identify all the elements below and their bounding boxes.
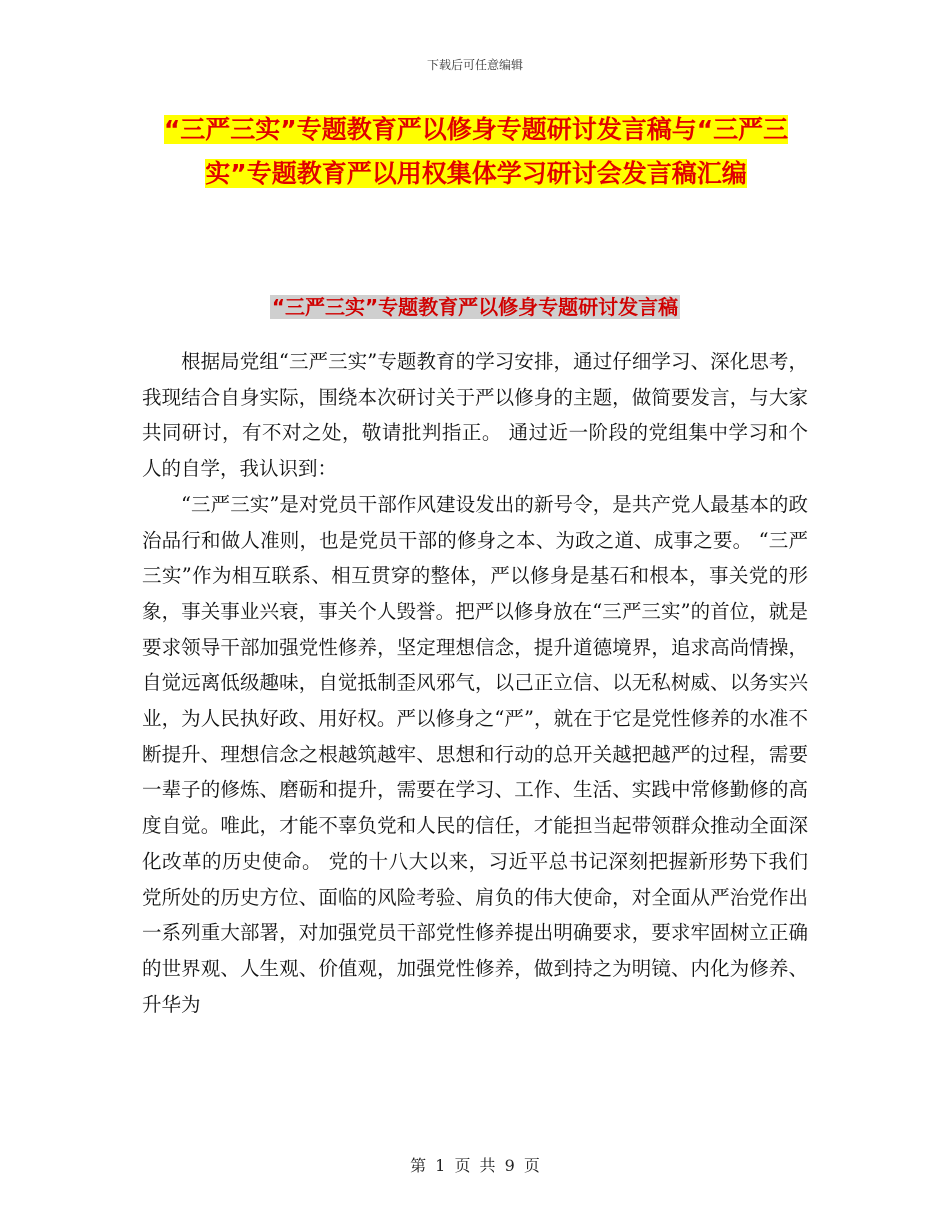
document-title-text: “三严三实”专题教育严以修身专题研讨发言稿与“三严三实”专题教育严以用权集体学习研讨会发言稿汇编 — [163, 115, 789, 188]
section-title-text: “三严三实”专题教育严以修身专题研讨发言稿 — [271, 295, 679, 319]
paragraph: “三严三实”是对党员干部作风建设发出的新号令，是共产党人最基本的政治品行和做人准则，也是党员干部的修身之本、为政之道、成事之要。 “三严三实”作为相互联系、相互贯穿的整体，严以修身是基石和根本，事关党的形象，事关事业兴衰，事关个人毁誉。把严以修身放在“三严三实”的首位，就是要求领导干部加强党性修养，坚定理想信念，提升道德境界，追求高尚情操，自觉远离低级趣味，自觉抵制歪风邪气，以己正立信、以无私树威、以务实兴业，为人民执好政、用好权。严以修身之“严”，就在于它是党性修养的水准不断提升、理想信念之根越筑越牢、思想和行动的总开关越把越严的过程，需要一辈子的修炼、磨砺和提升，需要在学习、工作、生活、实践中常修勤修的高度自觉。唯此，才能不辜负党和人民的信任，才能担当起带领群众推动全面深化改革的历史使命。 党的十八大以来，习近平总书记深刻把握新形势下我们党所处的历史方位、面临的风险考验、肩负的伟大使命，对全面从严治党作出一系列重大部署，对加强党员干部党性修养提出明确要求，要求牢固树立正确的世界观、人生观、价值观，加强党性修养，做到持之为明镜、内化为修养、升华为 — [142, 492, 808, 1016]
document-title — [140, 108, 812, 196]
paragraph: 根据局党组“三严三实”专题教育的学习安排，通过仔细学习、深化思考，我现结合自身实际，围绕本次研讨关于严以修身的主题，做简要发言，与大家共同研讨，有不对之处，敬请批判指正。 通过近一阶段的党组集中学习和个人的自学，我认识到： — [142, 350, 808, 481]
body-text — [142, 344, 808, 1022]
header-note: 下载后可任意编辑 — [426, 58, 523, 72]
page-footer: 第 1 页 共 9 页 — [410, 1156, 540, 1175]
section-title — [0, 290, 950, 324]
